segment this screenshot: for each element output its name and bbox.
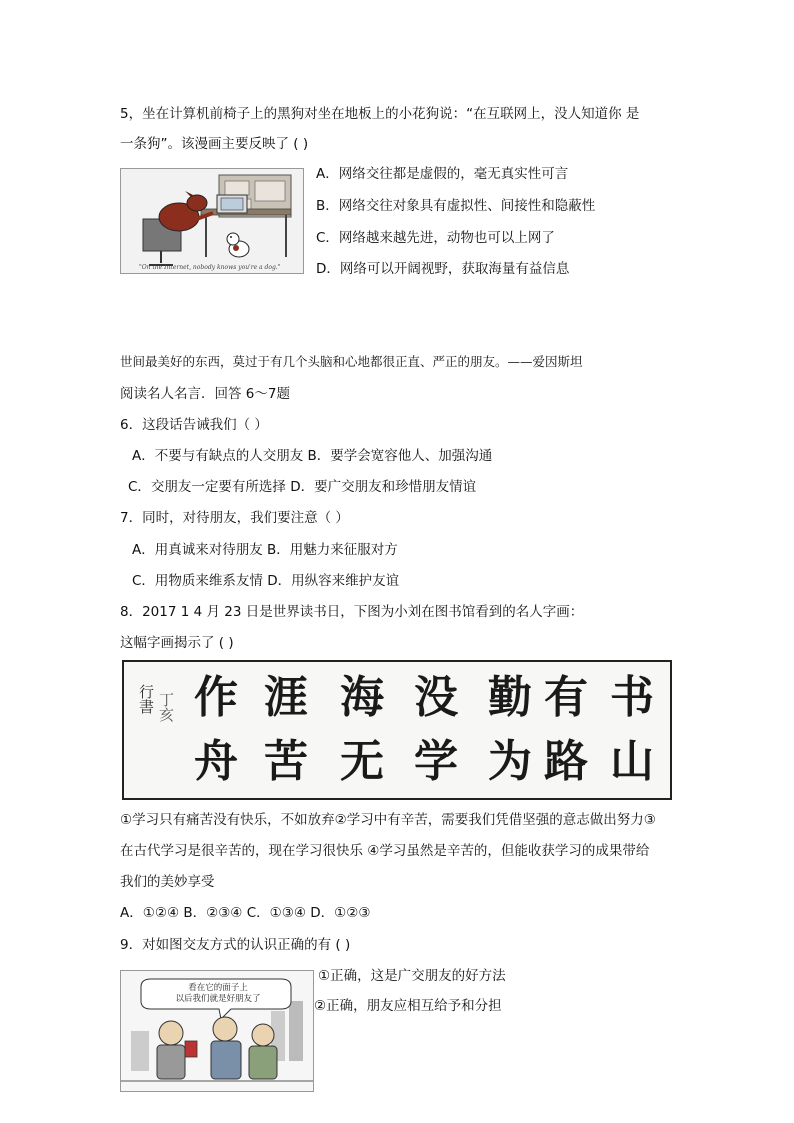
reading-instruction: 阅读名人名言．回答 6～7题	[120, 386, 290, 402]
q9-stem: 9．对如图交友方式的认识正确的有 ( )	[120, 937, 351, 953]
q7-stem: 7．同时，对待朋友，我们要注意（ ）	[120, 510, 349, 526]
dog-cartoon-illustration	[121, 169, 303, 273]
q5-stem-line2: 一条狗”。该漫画主要反映了 ( )	[120, 136, 309, 152]
callig-char: 海	[340, 672, 384, 723]
q7-options-row1: A．用真诚来对待朋友 B．用魅力来征服对方	[132, 542, 398, 558]
callig-char: 无	[340, 736, 384, 787]
callig-char: 舟	[194, 736, 238, 787]
q9-option-1: ①正确，这是广交朋友的好方法	[318, 968, 506, 984]
q7-options-row2: C．用物质来维系友情 D．用纵容来维护友谊	[132, 573, 400, 589]
q5-dog-cartoon	[120, 168, 304, 274]
callig-char: 书	[610, 672, 654, 723]
callig-char: 苦	[264, 736, 308, 787]
callig-char: 勤	[488, 672, 532, 723]
q5-cartoon-caption: "On the Internet, nobody knows you're a dog."	[139, 264, 281, 271]
callig-char: 没	[414, 672, 458, 723]
q5-option-d: D．网络可以开阔视野，获取海量有益信息	[316, 261, 570, 277]
q8-calligraphy-scroll	[122, 660, 672, 800]
q5-stem-line1: 5，坐在计算机前椅子上的黑狗对坐在地板上的小花狗说：“在互联网上，没人知道你 是	[120, 106, 640, 122]
callig-char: 涯	[264, 672, 308, 723]
callig-char: 山	[610, 736, 654, 787]
q5-option-c: C．网络越来越先进，动物也可以上网了	[316, 230, 555, 246]
calligraphy-signature: 行書	[137, 684, 155, 714]
callig-char: 为	[488, 736, 532, 787]
q8-stem-line2: 这幅字画揭示了 ( )	[120, 635, 234, 651]
q5-option-b: B．网络交往对象具有虚拟性、间接性和隐蔽性	[316, 198, 596, 214]
callig-char: 学	[414, 736, 458, 787]
einstein-quote: 世间最美好的东西，莫过于有几个头脑和心地都很正直、严正的朋友。——爱因斯坦	[120, 354, 583, 369]
q8-body-line2: 在古代学习是很辛苦的，现在学习很快乐 ④学习虽然是辛苦的，但能收获学习的成果带给	[120, 843, 650, 859]
callig-char: 作	[194, 672, 238, 723]
q8-body-line1: ①学习只有痛苦没有快乐，不如放弃②学习中有辛苦，需要我们凭借坚强的意志做出努力③	[120, 812, 656, 828]
q6-options-row1: A．不要与有缺点的人交朋友 B．要学会宽容他人、加强沟通	[132, 448, 493, 464]
q8-options: A．①②④ B．②③④ C．①③④ D．①②③	[120, 905, 371, 921]
q5-option-a: A．网络交往都是虚假的，毫无真实性可言	[316, 166, 569, 182]
q6-stem: 6．这段话告诫我们（ ）	[120, 417, 268, 433]
callig-char: 有	[544, 672, 588, 723]
callig-char: 路	[544, 736, 588, 787]
q9-friendship-cartoon	[120, 970, 314, 1092]
q9-speech-bubble	[149, 983, 287, 1005]
calligraphy-seal: 丁亥	[157, 692, 175, 722]
q8-body-line3: 我们的美妙享受	[120, 874, 215, 890]
q9-bubble-text: 看在它的面子上 以后我们就是好朋友了	[175, 983, 261, 1004]
q9-option-2: ②正确，朋友应相互给予和分担	[314, 998, 502, 1014]
q6-options-row2: C．交朋友一定要有所选择 D．要广交朋友和珍惜朋友情谊	[128, 479, 477, 495]
q8-stem-line1: 8．2017 1 4 月 23 日是世界读书日，下图为小刘在图书馆看到的名人字画：	[120, 604, 584, 620]
